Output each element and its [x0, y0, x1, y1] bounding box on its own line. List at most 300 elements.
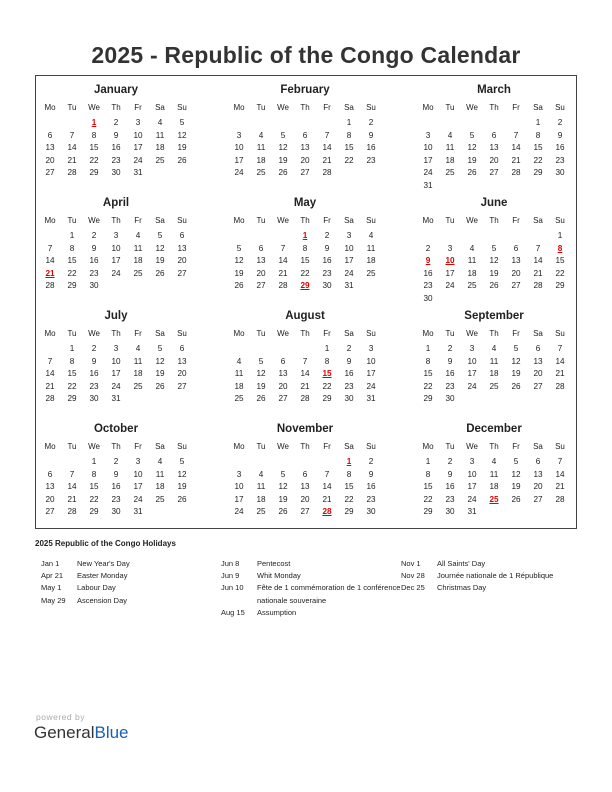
day: 25: [467, 281, 477, 291]
day: 30: [89, 394, 99, 404]
holiday-date: Nov 28: [401, 571, 425, 581]
month-name: December: [466, 423, 522, 435]
day: 19: [511, 369, 521, 379]
day: 7: [69, 130, 75, 140]
empty-day: [417, 230, 439, 243]
day: 10: [467, 469, 477, 479]
day: 16: [445, 369, 455, 379]
day: 9: [91, 243, 97, 253]
empty-day: [61, 456, 83, 469]
day: 6: [258, 243, 264, 253]
weekday-header: [228, 439, 382, 454]
day: 27: [177, 381, 187, 391]
day: 10: [366, 356, 376, 366]
weekday-label: Tu: [67, 442, 77, 451]
weekday-label: Fr: [323, 329, 331, 338]
empty-day: [61, 117, 83, 130]
month-march: [417, 82, 571, 193]
weekday-label: Su: [366, 216, 376, 225]
day: 2: [368, 457, 374, 466]
day: 3: [368, 344, 374, 353]
day: 30: [445, 507, 455, 517]
day: 4: [157, 457, 163, 466]
day: 26: [234, 281, 244, 291]
month-name: February: [280, 84, 330, 96]
weekday-label: Tu: [445, 103, 455, 112]
day: 6: [535, 457, 541, 466]
day: 11: [366, 243, 376, 253]
weekday-label: Th: [489, 216, 499, 225]
weekday-label: Mo: [233, 442, 245, 451]
empty-day: [439, 230, 461, 243]
empty-day: [505, 117, 527, 130]
day: 22: [423, 494, 433, 504]
month-name: October: [93, 423, 139, 435]
day-grid: [39, 230, 193, 293]
holiday-date: Apr 21: [41, 571, 64, 581]
day: 24: [344, 268, 354, 278]
day: 26: [155, 268, 165, 278]
day: 6: [302, 130, 308, 140]
month-february: [228, 82, 382, 180]
day: 26: [278, 168, 288, 178]
weekday-header: [228, 100, 382, 115]
day: 26: [256, 394, 266, 404]
day: 26: [467, 168, 477, 178]
weekday-label: Sa: [344, 216, 354, 225]
day: 21: [67, 155, 77, 165]
holiday-day: 10: [445, 256, 455, 266]
day: 27: [45, 168, 55, 178]
day: 23: [366, 494, 376, 504]
generalblue-logo[interactable]: [34, 723, 129, 743]
day: 3: [135, 118, 141, 127]
day: 4: [135, 231, 141, 240]
day: 2: [447, 457, 453, 466]
weekday-label: Mo: [44, 442, 56, 451]
day: 18: [234, 381, 244, 391]
day: 25: [489, 381, 499, 391]
day: 13: [533, 469, 543, 479]
day: 30: [89, 281, 99, 291]
holiday-day: 28: [322, 507, 332, 517]
day: 7: [47, 243, 53, 253]
day: 7: [324, 130, 330, 140]
day: 8: [69, 243, 75, 253]
holiday-row: [41, 558, 227, 570]
weekday-label: Mo: [44, 103, 56, 112]
day: 13: [45, 482, 55, 492]
day: 20: [300, 155, 310, 165]
weekday-label: Su: [555, 103, 565, 112]
day: 31: [467, 507, 477, 517]
weekday-label: Mo: [44, 216, 56, 225]
holiday-name: Ascension Day: [77, 595, 128, 605]
day: 10: [111, 243, 121, 253]
day: 23: [445, 494, 455, 504]
holiday-day: 15: [322, 369, 332, 379]
day: 22: [344, 494, 354, 504]
month-january: [39, 82, 193, 180]
day: 28: [45, 281, 55, 291]
day: 18: [256, 494, 266, 504]
day: 16: [344, 369, 354, 379]
day: 6: [491, 130, 497, 140]
day-grid: [417, 117, 571, 193]
weekday-label: Tu: [67, 103, 77, 112]
day: 13: [177, 356, 187, 366]
holiday-row: [221, 607, 407, 619]
weekday-label: Sa: [344, 442, 354, 451]
day: 20: [278, 381, 288, 391]
day: 31: [344, 281, 354, 291]
day: 5: [258, 356, 264, 366]
day: 24: [234, 168, 244, 178]
day: 19: [234, 268, 244, 278]
day: 16: [89, 256, 99, 266]
weekday-label: Tu: [445, 329, 455, 338]
day: 7: [47, 356, 53, 366]
day: 25: [256, 507, 266, 517]
holiday-date: Dec 25: [401, 583, 425, 593]
day: 18: [133, 256, 143, 266]
day: 6: [280, 356, 286, 366]
day: 29: [67, 281, 77, 291]
day: 10: [423, 143, 433, 153]
day: 16: [423, 268, 433, 278]
day: 1: [324, 344, 330, 353]
holiday-day: 21: [45, 268, 55, 278]
weekday-label: Mo: [44, 329, 56, 338]
day: 2: [447, 344, 453, 353]
day: 21: [555, 369, 565, 379]
day: 11: [133, 356, 143, 366]
day: 13: [300, 143, 310, 153]
day: 21: [278, 268, 288, 278]
day: 27: [300, 168, 310, 178]
day: 7: [535, 243, 541, 253]
day: 2: [346, 344, 352, 353]
day: 16: [89, 369, 99, 379]
day: 9: [91, 356, 97, 366]
day: 11: [234, 369, 244, 379]
day: 20: [300, 494, 310, 504]
day: 10: [133, 130, 143, 140]
empty-day: [272, 230, 294, 243]
holiday-day: 1: [302, 231, 308, 240]
day: 21: [322, 494, 332, 504]
day: 16: [322, 256, 332, 266]
day: 4: [157, 118, 163, 127]
day: 4: [469, 243, 475, 253]
day: 25: [234, 394, 244, 404]
weekday-label: Th: [300, 442, 310, 451]
weekday-header: [39, 326, 193, 341]
weekday-label: We: [466, 329, 478, 338]
day: 14: [322, 143, 332, 153]
day: 14: [555, 469, 565, 479]
day: 21: [300, 381, 310, 391]
day: 17: [344, 256, 354, 266]
day: 3: [236, 130, 242, 140]
month-name: March: [477, 84, 511, 96]
weekday-label: We: [88, 103, 100, 112]
day: 27: [489, 168, 499, 178]
day: 9: [324, 243, 330, 253]
empty-day: [39, 343, 61, 356]
day-grid: [228, 230, 382, 293]
day: 17: [111, 369, 121, 379]
weekday-label: Tu: [256, 103, 266, 112]
empty-day: [505, 230, 527, 243]
day-grid: [39, 117, 193, 180]
day: 22: [423, 381, 433, 391]
empty-day: [483, 117, 505, 130]
day: 16: [445, 482, 455, 492]
day: 28: [278, 281, 288, 291]
day: 12: [278, 482, 288, 492]
day: 7: [557, 344, 563, 353]
day: 23: [344, 381, 354, 391]
weekday-label: We: [466, 216, 478, 225]
day: 11: [155, 469, 165, 479]
day: 30: [322, 281, 332, 291]
day: 8: [69, 356, 75, 366]
day: 5: [469, 130, 475, 140]
day: 30: [555, 168, 565, 178]
day: 25: [133, 381, 143, 391]
day: 20: [511, 268, 521, 278]
day: 17: [133, 143, 143, 153]
day: 20: [533, 369, 543, 379]
day: 7: [513, 130, 519, 140]
weekday-label: Th: [489, 103, 499, 112]
holiday-row: [401, 570, 587, 582]
day: 6: [179, 344, 185, 353]
day: 14: [511, 143, 521, 153]
day: 10: [234, 143, 244, 153]
day: 15: [300, 256, 310, 266]
day: 16: [111, 143, 121, 153]
day: 5: [179, 457, 185, 466]
day: 3: [469, 344, 475, 353]
day: 2: [425, 243, 431, 253]
day: 21: [67, 494, 77, 504]
day: 28: [322, 168, 332, 178]
day: 25: [155, 155, 165, 165]
holiday-date: Jun 9: [221, 571, 240, 581]
day: 19: [155, 369, 165, 379]
day: 8: [91, 469, 97, 479]
day: 24: [467, 381, 477, 391]
weekday-label: Th: [300, 216, 310, 225]
day: 15: [89, 143, 99, 153]
day: 11: [467, 256, 477, 266]
weekday-header: [228, 213, 382, 228]
day: 23: [89, 381, 99, 391]
day: 1: [91, 457, 97, 466]
month-name: November: [276, 423, 334, 435]
weekday-label: Fr: [134, 329, 142, 338]
empty-day: [39, 117, 61, 130]
holiday-row: [401, 582, 587, 594]
day: 18: [445, 155, 455, 165]
day: 28: [67, 168, 77, 178]
day: 18: [155, 143, 165, 153]
weekday-label: Fr: [323, 103, 331, 112]
holiday-day: 25: [489, 494, 499, 504]
weekday-label: Su: [177, 442, 187, 451]
empty-day: [483, 230, 505, 243]
weekday-label: Mo: [422, 442, 434, 451]
weekday-label: Mo: [233, 329, 245, 338]
weekday-label: Fr: [134, 216, 142, 225]
day: 31: [133, 507, 143, 517]
day: 12: [511, 356, 521, 366]
day: 29: [89, 507, 99, 517]
holiday-column: [41, 558, 227, 607]
day: 22: [89, 494, 99, 504]
day: 18: [366, 256, 376, 266]
day: 29: [423, 507, 433, 517]
day: 8: [425, 356, 431, 366]
day: 18: [133, 369, 143, 379]
day: 26: [511, 494, 521, 504]
day: 21: [555, 482, 565, 492]
day-grid: [228, 456, 382, 519]
day: 3: [236, 469, 242, 479]
empty-day: [417, 117, 439, 130]
day: 17: [467, 369, 477, 379]
day: 15: [67, 369, 77, 379]
empty-day: [39, 456, 61, 469]
day: 15: [89, 482, 99, 492]
day: 29: [533, 168, 543, 178]
day: 24: [366, 381, 376, 391]
empty-day: [461, 117, 483, 130]
day: 23: [445, 381, 455, 391]
weekday-label: Sa: [155, 329, 165, 338]
weekday-label: We: [88, 216, 100, 225]
holiday-date: Jun 8: [221, 559, 240, 568]
empty-day: [272, 117, 294, 130]
day: 22: [533, 155, 543, 165]
day: 9: [368, 469, 374, 479]
day: 3: [469, 457, 475, 466]
day: 5: [157, 231, 163, 240]
day: 19: [155, 256, 165, 266]
month-september: [417, 308, 571, 406]
day: 28: [555, 381, 565, 391]
day: 23: [89, 268, 99, 278]
day-grid: [228, 343, 382, 406]
weekday-header: [417, 213, 571, 228]
day: 14: [45, 256, 55, 266]
day: 9: [557, 130, 563, 140]
day: 17: [133, 482, 143, 492]
holiday-date: May 29: [41, 595, 66, 605]
day: 26: [489, 281, 499, 291]
day: 7: [280, 243, 286, 253]
day: 20: [533, 482, 543, 492]
weekday-label: We: [277, 216, 289, 225]
day: 16: [366, 482, 376, 492]
weekday-label: Sa: [155, 103, 165, 112]
day: 2: [324, 231, 330, 240]
weekday-label: Tu: [445, 216, 455, 225]
day: 15: [423, 482, 433, 492]
day: 6: [179, 231, 185, 240]
day: 4: [491, 344, 497, 353]
day: 3: [113, 231, 119, 240]
holiday-row: [221, 558, 407, 570]
day: 23: [111, 155, 121, 165]
day: 20: [177, 369, 187, 379]
weekday-label: We: [277, 329, 289, 338]
day: 8: [91, 130, 97, 140]
weekday-label: Th: [300, 103, 310, 112]
holiday-name: Assumption: [257, 607, 297, 617]
day: 20: [45, 494, 55, 504]
day: 11: [256, 482, 266, 492]
day: 3: [113, 344, 119, 353]
day: 30: [111, 168, 121, 178]
day: 12: [489, 256, 499, 266]
day: 19: [177, 482, 187, 492]
weekday-label: Fr: [512, 103, 520, 112]
day: 6: [47, 469, 53, 479]
day: 2: [113, 118, 119, 127]
day: 26: [177, 494, 187, 504]
day: 27: [511, 281, 521, 291]
holiday-name: Labour Day: [77, 583, 116, 593]
day: 24: [133, 494, 143, 504]
day: 11: [256, 143, 266, 153]
month-june: [417, 195, 571, 306]
day: 23: [555, 155, 565, 165]
day: 13: [177, 243, 187, 253]
weekday-label: Tu: [256, 442, 266, 451]
holiday-name: Pentecost: [257, 559, 291, 568]
day: 12: [155, 243, 165, 253]
weekday-label: Th: [111, 442, 121, 451]
day: 1: [425, 344, 431, 353]
brand-blue: Blue: [94, 723, 129, 742]
day: 5: [157, 344, 163, 353]
weekday-label: We: [466, 103, 478, 112]
day-grid: [228, 117, 382, 180]
day: 26: [177, 155, 187, 165]
day: 16: [555, 143, 565, 153]
weekday-label: Sa: [155, 216, 165, 225]
weekday-header: [417, 100, 571, 115]
weekday-label: Su: [555, 216, 565, 225]
day: 6: [302, 469, 308, 479]
weekday-label: Fr: [134, 103, 142, 112]
day: 31: [133, 168, 143, 178]
day: 14: [555, 356, 565, 366]
day: 22: [555, 268, 565, 278]
empty-day: [250, 230, 272, 243]
day: 7: [69, 469, 75, 479]
day: 18: [256, 155, 266, 165]
day: 18: [489, 369, 499, 379]
empty-day: [527, 230, 549, 243]
day: 24: [445, 281, 455, 291]
weekday-label: Th: [111, 216, 121, 225]
day: 24: [111, 268, 121, 278]
month-july: [39, 308, 193, 406]
